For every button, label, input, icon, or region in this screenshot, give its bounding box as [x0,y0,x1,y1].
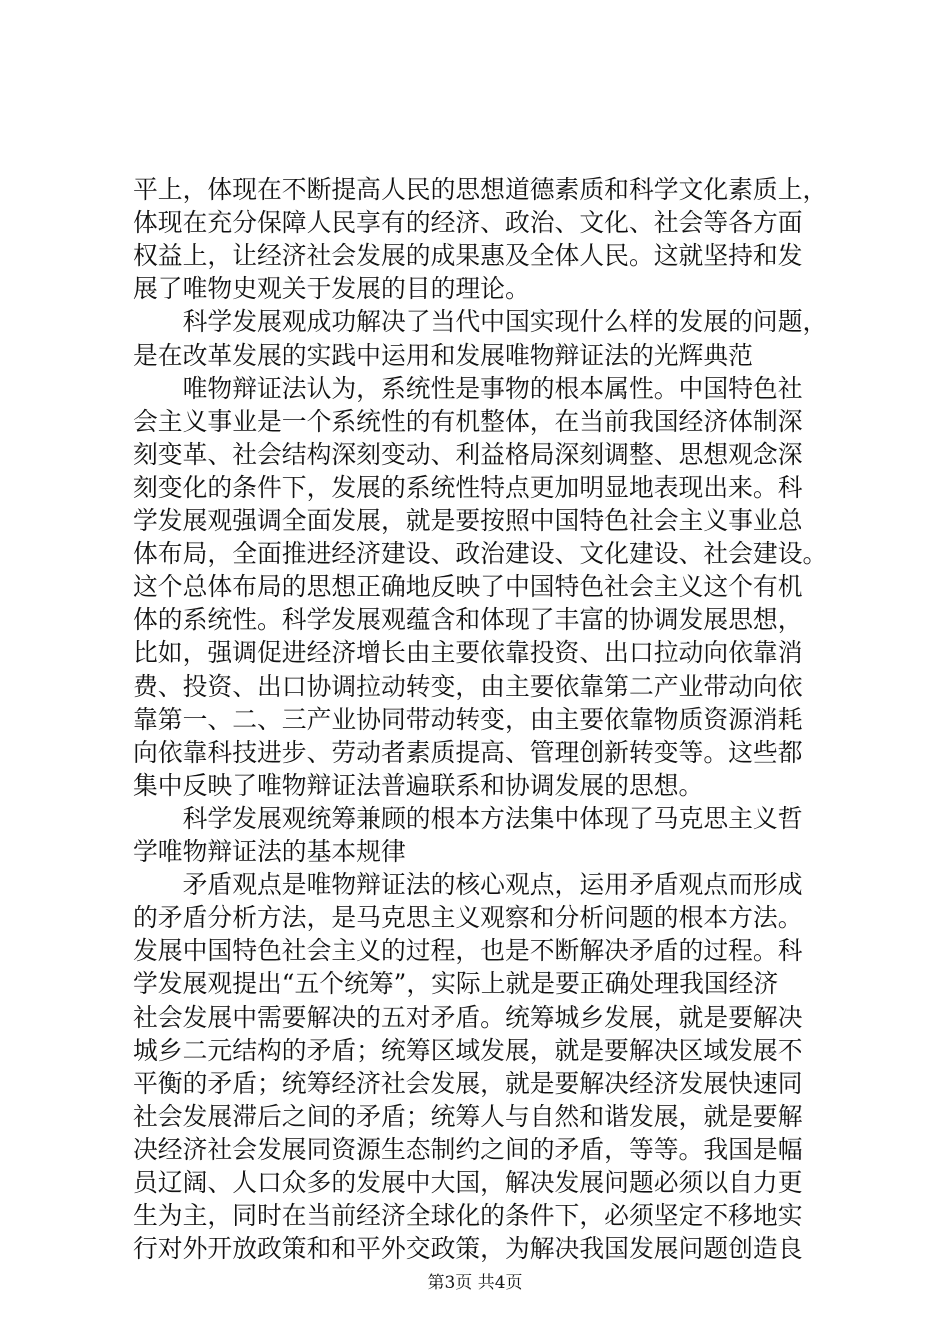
text-line: 的矛盾分析方法，是马克思主义观察和分析问题的根本方法。 [133,903,803,933]
text-line: 向依靠科技进步、劳动者素质提高、管理创新转变等。这些都 [133,737,803,767]
text-line: 生为主，同时在当前经济全球化的条件下，必须坚定不移地实 [133,1201,803,1231]
text-line: 员辽阔、人口众多的发展中大国，解决发展问题必须以自力更 [133,1168,803,1197]
text-line: 体布局，全面推进经济建设、政治建设、文化建设、社会建设。 [133,539,828,569]
text-line: 会主义事业是一个系统性的有机整体，在当前我国经济体制深 [133,406,803,436]
text-line: 体的系统性。科学发展观蕴含和体现了丰富的协调发展思想， [133,605,803,635]
text-line: 发展中国特色社会主义的过程，也是不断解决矛盾的过程。科 [133,936,803,966]
text-line: 平上，体现在不断提高人民的思想道德素质和科学文化素质上， [133,175,828,204]
text-line: 科学发展观统筹兼顾的根本方法集中体现了马克思主义哲 [133,803,803,833]
text-line: 科学发展观成功解决了当代中国实现什么样的发展的问题， [133,307,828,337]
text-line: 是在改革发展的实践中运用和发展唯物辩证法的光辉典范 [133,340,753,370]
text-line: 刻变革、社会结构深刻变动、利益格局深刻调整、思想观念深 [133,439,803,469]
text-line: 城乡二元结构的矛盾；统筹区域发展，就是要解决区域发展不 [133,1035,803,1065]
text-line: 行对外开放政策和和平外交政策，为解决我国发展问题创造良 [133,1234,803,1264]
text-line: 矛盾观点是唯物辩证法的核心观点，运用矛盾观点而形成 [133,870,803,900]
text-line: 学发展观强调全面发展，就是要按照中国特色社会主义事业总 [133,506,803,535]
text-line: 学发展观提出“五个统筹”，实际上就是要正确处理我国经济 [133,969,779,999]
text-line: 这个总体布局的思想正确地反映了中国特色社会主义这个有机 [133,572,803,602]
text-line: 权益上，让经济社会发展的成果惠及全体人民。这就坚持和发 [133,241,803,271]
text-line: 学唯物辩证法的基本规律 [133,837,406,866]
text-line: 靠第一、二、三产业协同带动转变，由主要依靠物质资源消耗 [133,704,803,734]
page-footer: 第3页 共4页 [427,1273,523,1293]
text-line: 展了唯物史观关于发展的目的理论。 [133,274,530,304]
text-line: 社会发展滞后之间的矛盾；统筹人与自然和谐发展，就是要解 [133,1101,803,1131]
text-line: 刻变化的条件下，发展的系统性特点更加明显地表现出来。科 [133,472,803,502]
text-line: 平衡的矛盾；统筹经济社会发展，就是要解决经济发展快速同 [133,1068,803,1098]
text-line: 费、投资、出口协调拉动转变，由主要依靠第二产业带动向依 [133,671,803,701]
text-line: 集中反映了唯物辩证法普遍联系和协调发展的思想。 [133,770,704,800]
text-line: 体现在充分保障人民享有的经济、政治、文化、社会等各方面 [133,208,803,238]
text-line: 比如，强调促进经济增长由主要依靠投资、出口拉动向依靠消 [133,638,803,668]
text-line: 社会发展中需要解决的五对矛盾。统筹城乡发展，就是要解决 [133,1002,803,1032]
text-line: 唯物辩证法认为，系统性是事物的根本属性。中国特色社 [133,373,803,403]
text-line: 决经济社会发展同资源生态制约之间的矛盾，等等。我国是幅 [133,1134,803,1164]
